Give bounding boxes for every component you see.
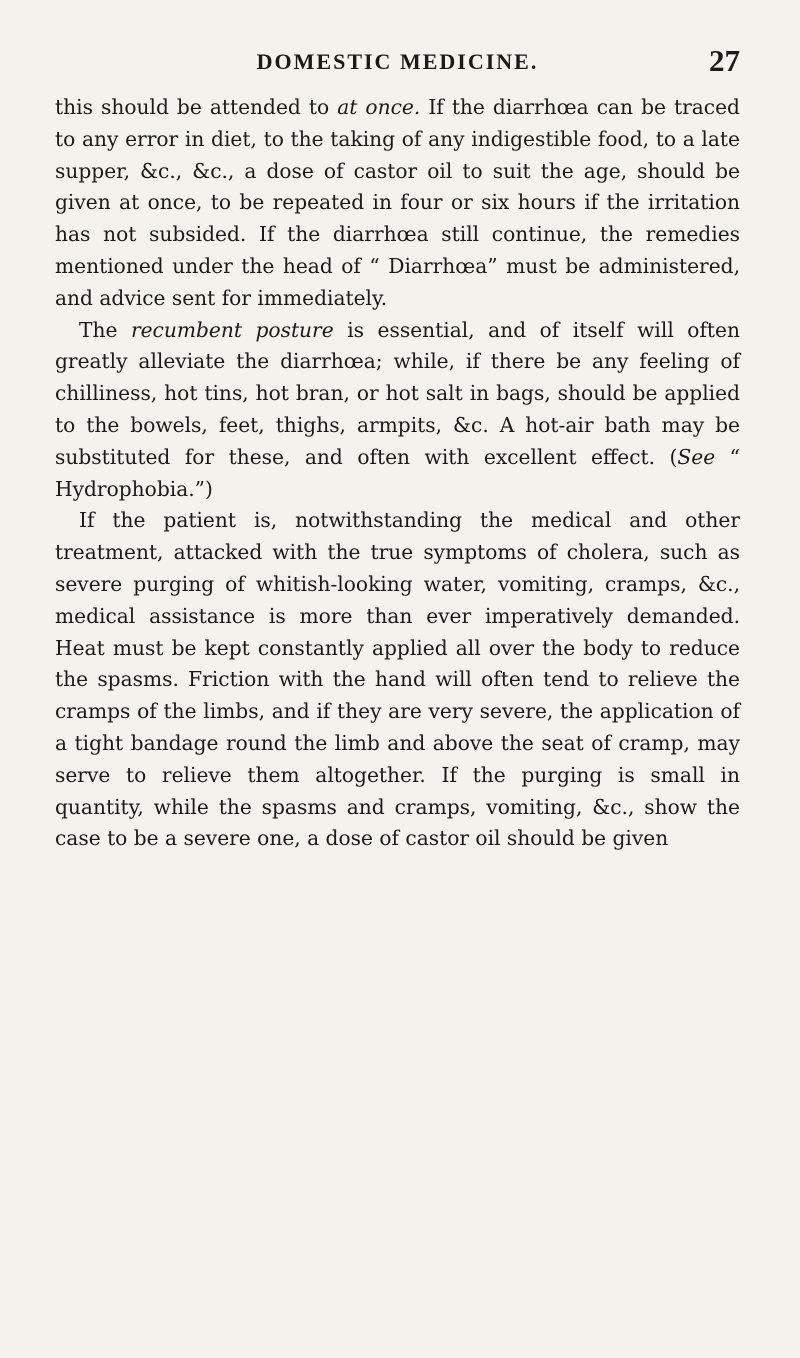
emphasis-text: at once. [337,95,421,119]
text-run: If the diarrhœa can be traced to any error in diet, to the taking of any indigestible food, to a late supper, &c., &c., a dose of castor oil to suit the age, should be given at once, to be repeated in four or six hours if the irritation has not subsided. If the diarrhœa still continue, the remedies mentioned under the head of “ Diarrhœa” must be administered, and advice sent for immediately. [55,95,740,310]
text-run: is essential, and of itself will often greatly alleviate the diarrhœa; while, if there be any feeling of chilliness, hot tins, hot bran, or hot salt in bags, should be applied to the bowels, feet, thighs, armpits, &c. A hot-air bath may be substituted for these, and often with excellent effect. ( [55,317,740,469]
running-head [55,45,740,79]
emphasis-text: See [677,444,716,469]
body-text [55,92,740,855]
paragraph-cholera-symptoms: If the patient is, notwithstanding the medical and other treatment, attacked with the true symptoms of cholera, such as severe purging of whitish-looking water, vomiting, cramps, &c., medical assistance is more than ever imperatively demanded. Heat must be kept constantly applied all over the body to reduce the spasms. Friction with the hand will often tend to relieve the cramps of the limbs, and if they are very severe, the application of a tight bandage round the limb and above the seat of cramp, may serve to relieve them altogether. If the purging is small in quantity, while the spasms and cramps, vomiting, &c., show the case to be a severe one, a dose of castor oil should be given [55,508,740,851]
paragraph-recumbent-posture [55,315,740,506]
text-run: “ Hydrophobia.”) [55,444,740,501]
paragraph-continuation [55,92,740,315]
text-run: this should be attended to [55,95,338,119]
page-number: 27 [709,43,740,78]
text-run: The [79,317,131,342]
emphasis-text: recumbent posture [130,317,334,342]
running-title: DOMESTIC MEDICINE. [256,49,539,74]
